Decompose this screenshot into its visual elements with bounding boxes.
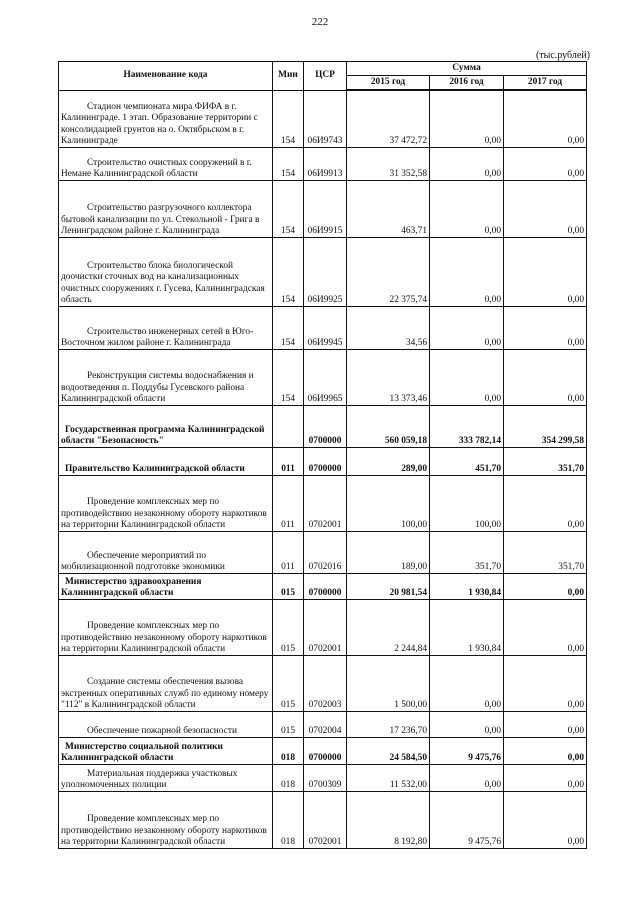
table-row	[59, 349, 587, 405]
row-value-2016: 333 782,14	[430, 405, 504, 447]
row-name: Обеспечение мероприятий по мобилизационной подготовке экономики	[59, 531, 273, 573]
row-csr: 06И9965	[304, 349, 347, 405]
row-name: Министерство социальной политики Калининградской области	[59, 737, 273, 764]
row-csr: 06И9913	[304, 147, 347, 180]
table-row	[59, 237, 587, 306]
row-value-2016: 9 475,76	[430, 791, 504, 848]
table-row	[59, 737, 587, 764]
row-csr: 0700000	[304, 405, 347, 447]
row-csr: 06И9945	[304, 306, 347, 349]
row-name: Реконструкция системы водоснабжения и водоотведения п. Поддубы Гусевского района Калининградской области	[59, 349, 273, 405]
row-name: Стадион чемпионата мира ФИФА в г. Калининграде. 1 этап. Образование территории с консолидацией грунтов на о. Октябрьском в г. Калининграде	[59, 90, 273, 147]
row-csr: 0700000	[304, 447, 347, 475]
row-csr: 06И9915	[304, 180, 347, 237]
row-csr: 0702001	[304, 791, 347, 848]
row-value-2015: 20 981,54	[347, 573, 430, 599]
row-value-2016: 451,70	[430, 447, 504, 475]
row-value-2015: 17 236,70	[347, 711, 430, 737]
row-min: 154	[273, 237, 304, 306]
row-name: Строительство инженерных сетей в Юго-Восточном жилом районе г. Калининграда	[59, 306, 273, 349]
row-name: Министерство здравоохранения Калининградской области	[59, 573, 273, 599]
header-name: Наименование кода	[59, 62, 273, 91]
row-min: 154	[273, 90, 304, 147]
row-value-2017: 0,00	[504, 655, 587, 711]
row-min: 011	[273, 475, 304, 531]
row-value-2016: 0,00	[430, 711, 504, 737]
row-value-2015: 463,71	[347, 180, 430, 237]
row-name: Строительство блока биологической доочистки сточных вод на канализационных очистных сооружениях г. Гусева, Калининградская область	[59, 237, 273, 306]
row-value-2016: 0,00	[430, 655, 504, 711]
row-min: 015	[273, 655, 304, 711]
table-row	[59, 180, 587, 237]
row-value-2017: 0,00	[504, 90, 587, 147]
row-csr: 0702004	[304, 711, 347, 737]
page-number: 222	[311, 16, 329, 28]
row-value-2017: 351,70	[504, 531, 587, 573]
row-name: Проведение комплексных мер по противодействию незаконному обороту наркотиков на территории Калининградской области	[59, 791, 273, 848]
table-body	[59, 90, 587, 848]
row-name: Проведение комплексных мер по противодействию незаконному обороту наркотиков на территории Калининградской области	[59, 599, 273, 655]
row-min: 018	[273, 764, 304, 791]
table-row	[59, 791, 587, 848]
row-value-2017: 0,00	[504, 599, 587, 655]
row-min: 011	[273, 447, 304, 475]
unit-note: (тыс.рублей)	[535, 50, 590, 61]
row-value-2016: 100,00	[430, 475, 504, 531]
table-row	[59, 711, 587, 737]
header-year-2015: 2015 год	[347, 76, 430, 91]
header-csr: ЦСР	[304, 62, 347, 91]
row-value-2015: 189,00	[347, 531, 430, 573]
row-min: 018	[273, 737, 304, 764]
row-csr: 06И9925	[304, 237, 347, 306]
row-value-2016: 351,70	[430, 531, 504, 573]
row-min: 015	[273, 711, 304, 737]
header-year-2016: 2016 год	[430, 76, 504, 91]
row-value-2017: 0,00	[504, 306, 587, 349]
budget-table	[58, 61, 587, 849]
row-min: 154	[273, 180, 304, 237]
row-csr: 0700000	[304, 573, 347, 599]
header-min: Мин	[273, 62, 304, 91]
row-value-2017: 0,00	[504, 237, 587, 306]
row-value-2017: 0,00	[504, 475, 587, 531]
row-name: Правительство Калининградской области	[59, 447, 273, 475]
header-sum: Сумма	[347, 62, 587, 76]
row-name: Обеспечение пожарной безопасности	[59, 711, 273, 737]
row-min: 154	[273, 349, 304, 405]
row-csr: 0702016	[304, 531, 347, 573]
row-value-2015: 22 375,74	[347, 237, 430, 306]
table-row	[59, 306, 587, 349]
row-value-2015: 289,00	[347, 447, 430, 475]
row-value-2016: 0,00	[430, 237, 504, 306]
row-value-2015: 31 352,58	[347, 147, 430, 180]
row-value-2016: 0,00	[430, 147, 504, 180]
row-value-2016: 1 930,84	[430, 573, 504, 599]
row-name: Материальная поддержка участковых уполномоченных полиции	[59, 764, 273, 791]
row-name: Государственная программа Калининградской области "Безопасность"	[59, 405, 273, 447]
row-value-2015: 24 584,50	[347, 737, 430, 764]
row-value-2015: 34,56	[347, 306, 430, 349]
row-value-2016: 9 475,76	[430, 737, 504, 764]
header-year-2017: 2017 год	[504, 76, 587, 91]
row-value-2017: 0,00	[504, 573, 587, 599]
row-value-2015: 1 500,00	[347, 655, 430, 711]
table-row	[59, 405, 587, 447]
table-row	[59, 655, 587, 711]
row-csr: 0700309	[304, 764, 347, 791]
row-value-2017: 354 299,58	[504, 405, 587, 447]
table-row	[59, 599, 587, 655]
row-value-2015: 2 244,84	[347, 599, 430, 655]
row-csr: 0702001	[304, 599, 347, 655]
row-value-2017: 0,00	[504, 147, 587, 180]
row-csr: 06И9743	[304, 90, 347, 147]
row-name: Проведение комплексных мер по противодействию незаконному обороту наркотиков на территории Калининградской области	[59, 475, 273, 531]
row-name: Создание системы обеспечения вызова экстренных оперативных служб по единому номеру "112" в Калининградской области	[59, 655, 273, 711]
row-value-2017: 351,70	[504, 447, 587, 475]
table-row	[59, 573, 587, 599]
row-value-2015: 11 532,00	[347, 764, 430, 791]
table-row	[59, 531, 587, 573]
table-row	[59, 147, 587, 180]
row-value-2015: 100,00	[347, 475, 430, 531]
row-value-2015: 8 192,80	[347, 791, 430, 848]
row-value-2016: 0,00	[430, 349, 504, 405]
row-value-2015: 560 059,18	[347, 405, 430, 447]
row-value-2017: 0,00	[504, 349, 587, 405]
row-csr: 0702003	[304, 655, 347, 711]
row-min: 154	[273, 147, 304, 180]
row-value-2017: 0,00	[504, 737, 587, 764]
table-row	[59, 90, 587, 147]
row-csr: 0700000	[304, 737, 347, 764]
table-header	[59, 62, 587, 91]
row-min: 015	[273, 573, 304, 599]
row-name: Строительство очистных сооружений в г. Немане Калининградской области	[59, 147, 273, 180]
row-name: Строительство разгрузочного коллектора бытовой канализации по ул. Стекольной - Грига в Ленинградском районе г. Калининграда	[59, 180, 273, 237]
row-value-2017: 0,00	[504, 711, 587, 737]
row-value-2015: 37 472,72	[347, 90, 430, 147]
row-value-2017: 0,00	[504, 764, 587, 791]
row-value-2016: 0,00	[430, 90, 504, 147]
row-min: 154	[273, 306, 304, 349]
row-value-2017: 0,00	[504, 180, 587, 237]
table-row	[59, 475, 587, 531]
row-min: 018	[273, 791, 304, 848]
row-value-2017: 0,00	[504, 791, 587, 848]
row-min: 011	[273, 531, 304, 573]
table-row	[59, 447, 587, 475]
row-min: 015	[273, 599, 304, 655]
row-min	[273, 405, 304, 447]
row-value-2016: 0,00	[430, 764, 504, 791]
row-value-2016: 0,00	[430, 180, 504, 237]
row-csr: 0702001	[304, 475, 347, 531]
row-value-2015: 13 373,46	[347, 349, 430, 405]
table-row	[59, 764, 587, 791]
row-value-2016: 1 930,84	[430, 599, 504, 655]
row-value-2016: 0,00	[430, 306, 504, 349]
